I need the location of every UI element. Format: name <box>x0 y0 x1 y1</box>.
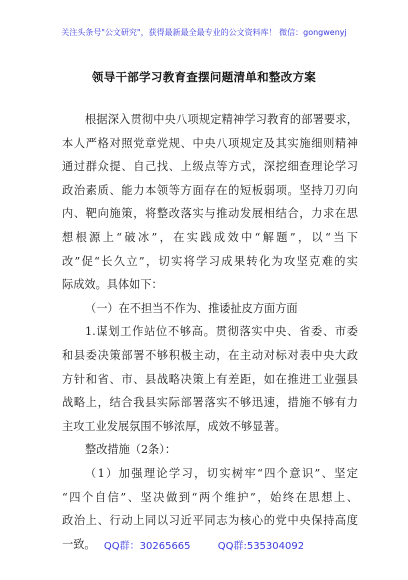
body-line: 一致。 <box>62 537 96 551</box>
document-title: 领导干部学习教育查摆问题清单和整改方案 <box>91 70 317 84</box>
body-line: “四个自信”、坚决做到“两个维护”，始终在思想上、 <box>62 490 358 504</box>
section-heading: （一）在不担当不作为、推诿扯皮方面方面 <box>85 301 298 315</box>
body-line: 根据深入贯彻中央八项规定精神学习教育的部署要求， <box>85 113 358 126</box>
footer-qq-2: QQ群:535304092 <box>217 541 305 552</box>
body-line: 和县委决策部署不够积极主动，在主动对标对表中央大政 <box>62 348 358 362</box>
body-line: 改”促“长久立”，切实将学习成果转化为攻坚克难的实 <box>62 254 358 268</box>
footer-qq-1: QQ群：30265665 <box>103 541 191 552</box>
body-line: （1）加强理论学习，切实树牢“四个意识”、坚定 <box>85 466 358 480</box>
body-line: 政治素质、能力本领等方面存在的短板弱项。坚持刀刃向 <box>62 183 358 197</box>
body-line: 内、靶向施策，将整改落实与推动发展相结合，力求在思 <box>62 207 358 221</box>
body-line: 政治上、行动上同以习近平同志为核心的党中央保持高度 <box>62 514 358 528</box>
body-line: 本人严格对照党章党规、中央八项规定及其实施细则精神 <box>62 136 358 150</box>
body-line: 战略上，结合我县实际部署落实不够迅速，措施不够有力 <box>62 396 358 410</box>
body-line: 1.谋划工作站位不够高。贯彻落实中央、省委、市委 <box>85 325 358 339</box>
body-line: 通过群众提、自己找、上级点等方式，深挖细查理论学习 <box>62 160 358 174</box>
body-line: 想根源上“破冰”，在实践成效中“解题”，以“当下 <box>62 230 358 244</box>
document-body <box>62 108 358 556</box>
body-line: 际成效。具体如下： <box>62 278 163 292</box>
body-line: 方针和省、市、县战略决策上有差距，如在推进工业强县 <box>62 372 358 386</box>
body-line: 主攻工业发展氛围不够浓厚，成效不够显著。 <box>62 419 286 433</box>
header-notice: 关注头条号"公文研究"，获得最新最全最专业的公文资料库！ 微信：gongwenyj <box>61 28 347 37</box>
footer-contacts <box>0 537 408 552</box>
measures-heading: 整改措施（2条）： <box>85 443 177 457</box>
